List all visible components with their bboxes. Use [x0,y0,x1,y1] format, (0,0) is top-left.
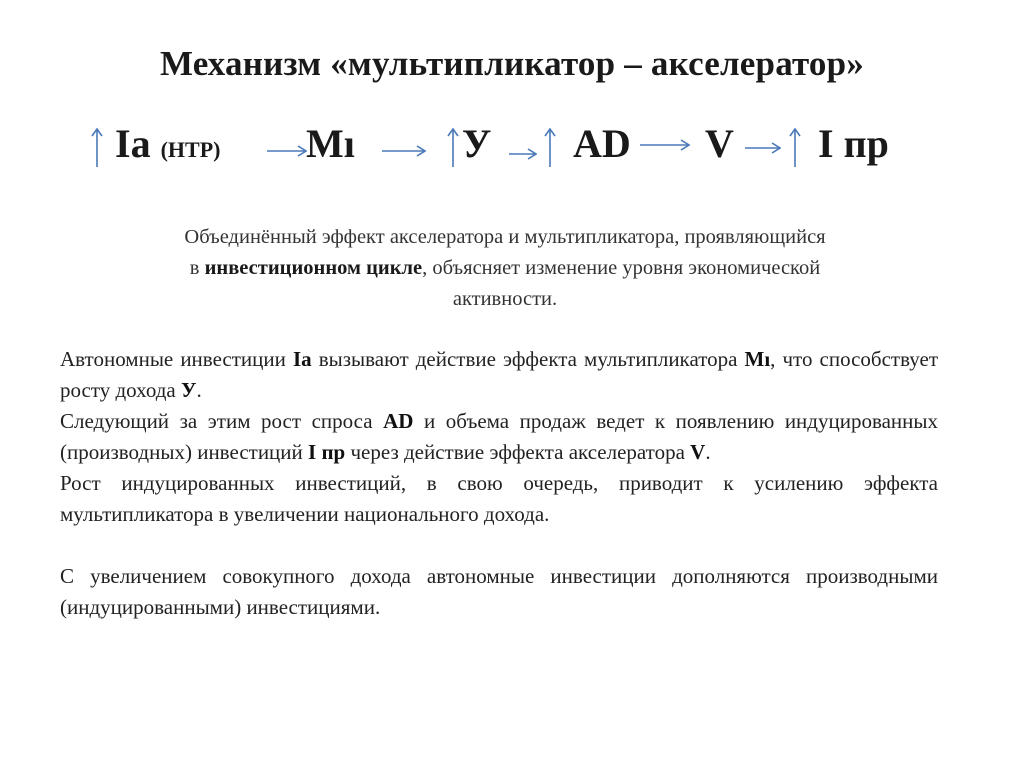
right-arrow-icon [267,143,307,159]
investment-cycle-term: инвестиционном цикле [204,257,423,279]
paragraph-demand-growth [60,406,938,468]
chain-y: У [462,121,492,166]
paragraph-induced-investment: Рост индуцированных инвестиций, в свою очередь, приводит к усилению эффекта мультипликатора в увеличении национального дохода. [60,471,938,526]
para1-text-1: Автономные инвестиции [60,347,286,371]
chain-mi: Mı [306,121,355,166]
para2-term-ad: AD [383,409,414,433]
chain-i-pr: I пр [818,121,889,166]
intro-line-3: активности. [452,288,558,310]
body-text [60,344,938,623]
para2-text-1: Следующий за этим рост спроса [60,409,373,433]
intro-text [80,222,930,315]
para1-term-ia: Ia [292,347,312,371]
right-arrow-icon [382,143,426,159]
right-arrow-icon [640,137,690,153]
chain-v: V [705,121,734,166]
intro-line-2-pre: в [189,257,200,279]
right-arrow-icon [509,146,537,162]
para2-text-4: . [705,440,711,464]
paragraph-total-income: С увеличением совокупного дохода автономные инвестиции дополняются производными (индуцированными) инвестициями. [60,564,938,619]
up-arrow-icon [90,127,104,167]
para1-text-4: . [196,378,202,402]
para1-text-2: вызывают действие эффекта мультипликатора [318,347,738,371]
chain-ntr-label: (НТР) [160,137,221,162]
intro-line-1: Объединённый эффект акселератора и мультипликатора, проявляющийся [184,226,826,248]
mechanism-chain [0,110,1024,180]
chain-ia [115,120,220,167]
right-arrow-icon [745,140,781,156]
para2-term-i-pr: I пр [308,440,346,464]
chain-ad: AD [573,121,631,166]
up-arrow-icon [788,127,802,167]
para2-text-2: и объема продаж ведет к появлению индуцированных (производных) инвестиций [60,409,938,464]
para2-term-v: V [690,440,706,464]
up-arrow-icon [543,127,557,167]
para2-text-3: через действие эффекта акселератора [350,440,685,464]
paragraph-autonomous-investment [60,344,938,406]
para1-term-y: У [181,378,197,402]
intro-line-2 [80,253,930,284]
para1-term-mi: Mı [744,347,771,371]
chain-ia-label: Ia [115,121,151,166]
para1-text-3: , что способствует росту дохода [60,347,939,402]
up-arrow-icon [446,127,460,167]
slide-title: Механизм «мультипликатор – акселератор» [160,44,864,83]
intro-line-2-post: , объясняет изменение уровня экономической [422,257,821,279]
